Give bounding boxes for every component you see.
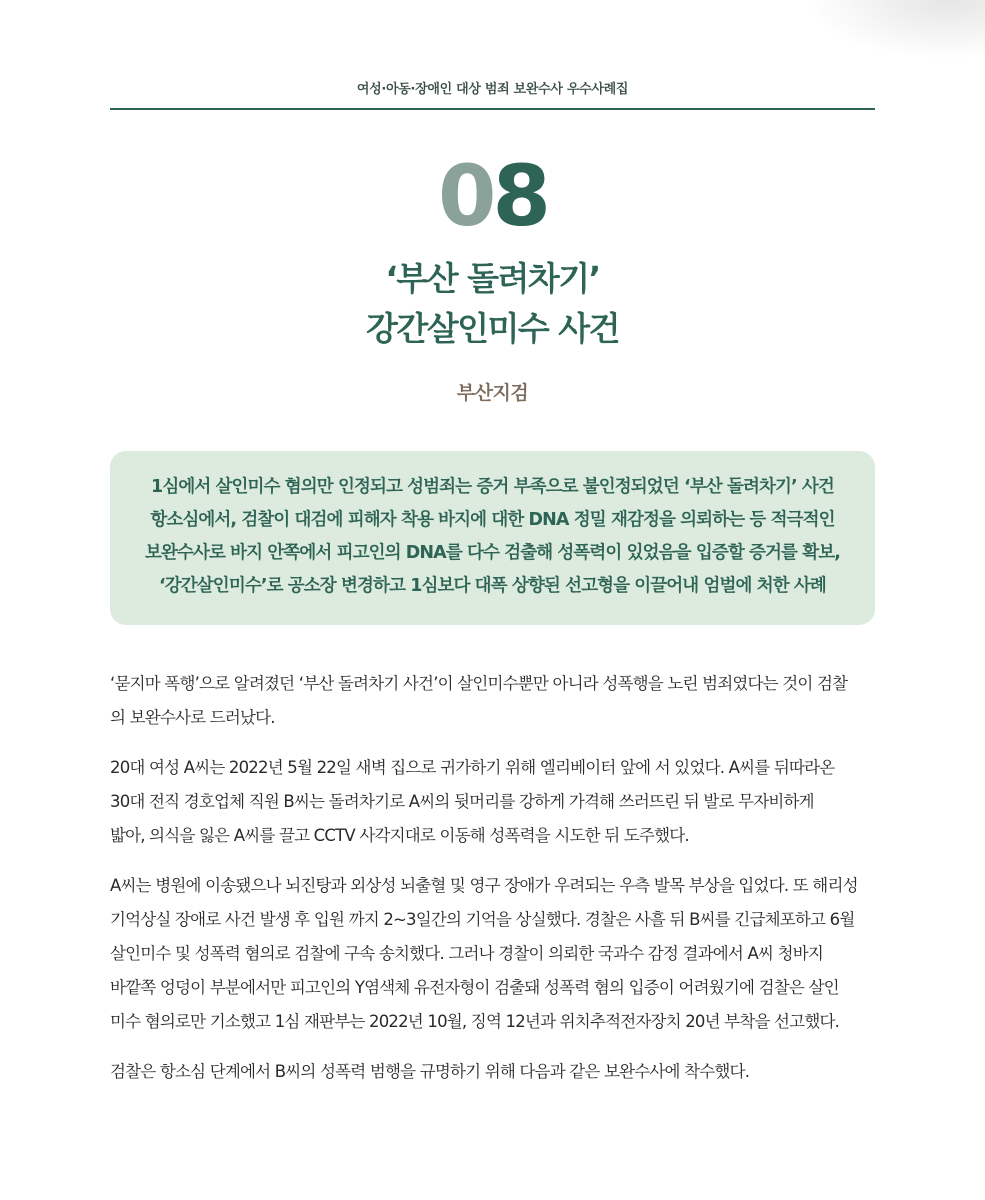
paragraph: [110, 869, 875, 1039]
text-line: 바깥쪽 엉덩이 부분에서만 피고인의 Y염색체 유전자형이 검출돼 성폭력 혐의 입증이 어려웠기에 검찰은 살인: [110, 978, 839, 997]
text-line: 30대 전직 경호업체 직원 B씨는 돌려차기로 A씨의 뒷머리를 강하게 가격해 쓰러뜨린 뒤 발로 무자비하게: [110, 792, 814, 811]
chapter-number: [110, 147, 875, 245]
text-line: 기억상실 장애로 사건 발생 후 입원 까지 2~3일간의 기억을 상실했다. 경찰은 사흘 뒤 B씨를 긴급체포하고 6월: [110, 910, 855, 929]
case-title-line: ‘부산 돌려차기’: [385, 259, 600, 298]
text-line: ‘묻지마 폭행’으로 알려졌던 ‘부산 돌려차기 사건’이 살인미수뿐만 아니라 성폭행을 노린 범죄였다는 것이 검찰: [110, 674, 848, 693]
paragraph: [110, 667, 875, 735]
text-line: A씨는 병원에 이송됐으나 뇌진탕과 외상성 뇌출혈 및 영구 장애가 우려되는 우측 발목 부상을 입었다. 또 해리성: [110, 876, 858, 895]
summary-line: 보완수사로 바지 안쪽에서 피고인의 DNA를 다수 검출해 성폭력이 있었음을 입증할 증거를 확보,: [144, 543, 841, 563]
paragraph: [110, 751, 875, 853]
prosecutor-office: 부산지검: [456, 382, 529, 404]
header-divider: [110, 108, 875, 110]
text-line: 살인미수 및 성폭력 혐의로 검찰에 구속 송치했다. 그러나 경찰이 의뢰한 국과수 감정 결과에서 A씨 청바지: [110, 944, 823, 963]
text-line: 의 보완수사로 드러났다.: [110, 708, 275, 727]
text-line: 검찰은 항소심 단계에서 B씨의 성폭력 범행을 규명하기 위해 다음과 같은 보완수사에 착수했다.: [110, 1062, 750, 1081]
case-title: [110, 254, 875, 354]
case-summary-box: [110, 451, 875, 625]
chapter-number-first-digit: 0: [438, 147, 493, 245]
text-line: 20대 여성 A씨는 2022년 5월 22일 새벽 집으로 귀가하기 위해 엘리베이터 앞에 서 있었다. A씨를 뒤따라온: [110, 758, 835, 777]
summary-line: ‘강간살인미수’로 공소장 변경하고 1심보다 대폭 상향된 선고형을 이끌어내 엄벌에 처한 사례: [159, 576, 826, 596]
document-page: [110, 0, 875, 1105]
case-title-line: 강간살인미수 사건: [365, 309, 619, 348]
chapter-number-second-digit: 8: [492, 147, 547, 245]
text-line: 미수 혐의로만 기소했고 1심 재판부는 2022년 10월, 징역 12년과 위치추적전자장치 20년 부착을 선고했다.: [110, 1012, 840, 1031]
body-text: [110, 667, 875, 1089]
summary-line: 1심에서 살인미수 혐의만 인정되고 성범죄는 증거 부족으로 불인정되었던 ‘부산 돌려차기’ 사건: [151, 477, 834, 497]
paragraph: [110, 1055, 875, 1089]
summary-line: 항소심에서, 검찰이 대검에 피해자 착용 바지에 대한 DNA 정밀 재감정을 의뢰하는 등 적극적인: [150, 510, 835, 530]
running-header: 여성·아동·장애인 대상 범죄 보완수사 우수사례집: [356, 82, 629, 97]
text-line: 밟아, 의식을 잃은 A씨를 끌고 CCTV 사각지대로 이동해 성폭력을 시도한 뒤 도주했다.: [110, 826, 689, 845]
